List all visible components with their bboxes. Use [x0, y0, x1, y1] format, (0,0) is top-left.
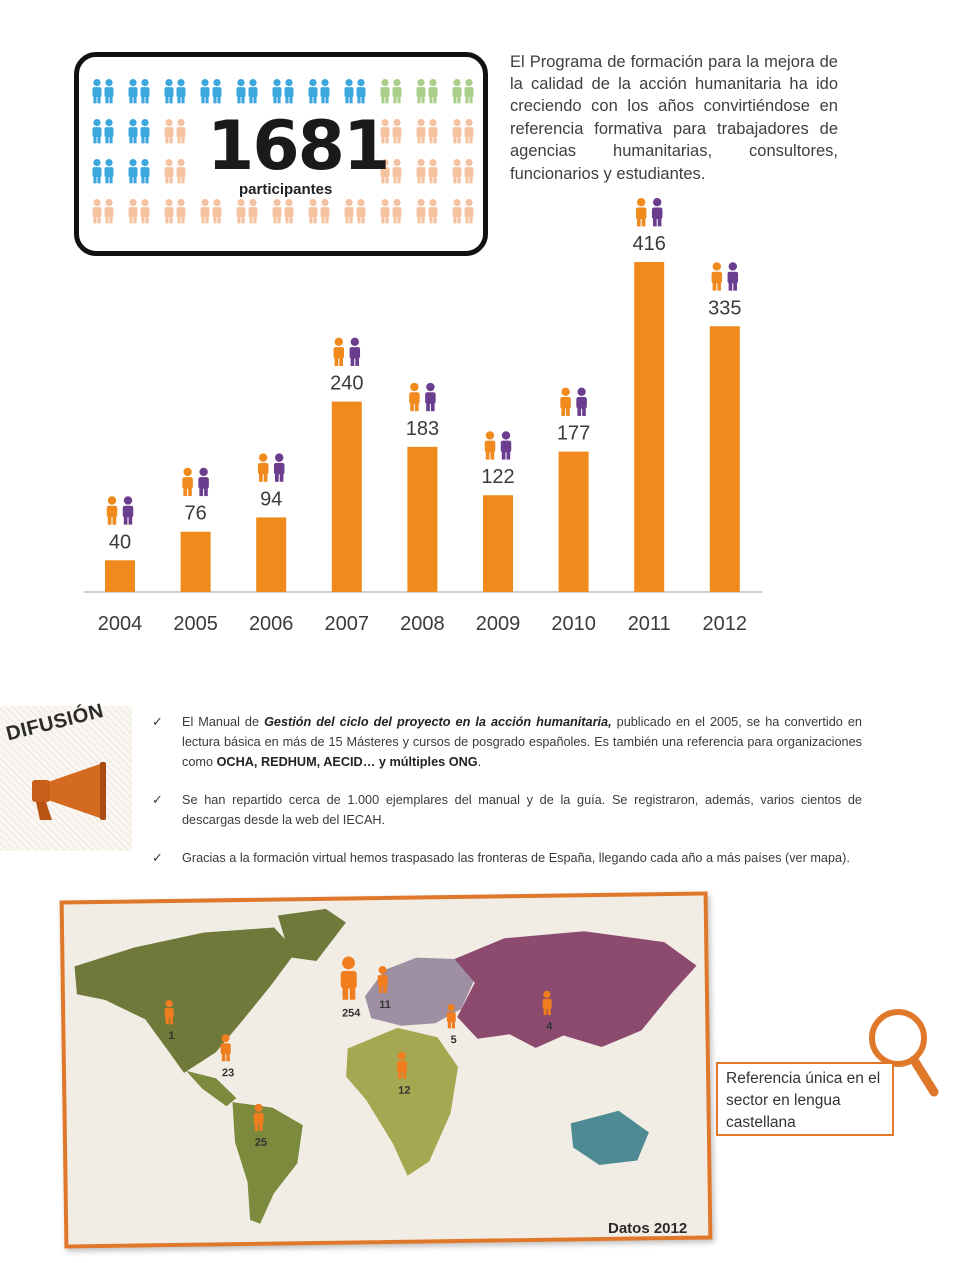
intro-paragraph: El Programa de formación para la mejora de la calidad de la acción humanitaria ha ido creciendo con los años convirtiéndose en referencia formativa para trabajadores de agencias humanitarias, consultores, funcionarios y estudiantes.: [510, 52, 838, 183]
person-icon: [453, 79, 462, 103]
world-map-drawing: [64, 896, 709, 1245]
man-icon: [182, 468, 193, 496]
person-icon: [285, 79, 294, 103]
map-marker-label: 1: [168, 1029, 175, 1043]
map-marker-label: 23: [221, 1067, 235, 1080]
bullet-manual: ✓ El Manual de Gestión del ciclo del proyecto en la acción humanitaria, publicado en el 2005, se ha convertido en lectura básica en más de 15 Másteres y cursos de posgrado españoles. Es también una referencia para organizaciones como OCHA, REDHUM, AECID… y múltiples ONG.: [152, 714, 862, 769]
value-label-2007: 240: [330, 372, 364, 395]
man-icon: [712, 262, 723, 290]
person-icon: [237, 79, 246, 103]
map-marker-label: 12: [398, 1084, 411, 1097]
bar-2012: [710, 326, 740, 592]
bar-2010: [559, 452, 589, 592]
bar-2004: [105, 560, 135, 592]
person-icon: [213, 79, 222, 103]
check-icon: ✓: [152, 792, 163, 807]
map-marker-icon: [447, 1004, 456, 1028]
person-icon: [201, 79, 210, 103]
map-marker-label: 5: [450, 1034, 457, 1047]
map-caption: Datos 2012: [608, 1220, 688, 1237]
map-marker-label: 4: [546, 1020, 553, 1033]
map-marker-icon: [220, 1034, 230, 1061]
person-icon: [273, 79, 282, 103]
map-marker-label: 254: [341, 1007, 361, 1020]
value-label-2009: 122: [481, 466, 515, 489]
man-icon: [636, 198, 647, 226]
person-icon: [165, 79, 174, 103]
person-icon: [249, 79, 258, 103]
woman-icon: [728, 262, 739, 290]
person-icon: [417, 119, 426, 143]
map-marker-label: 25: [254, 1136, 268, 1149]
person-icon: [165, 119, 174, 143]
bar-2008: [407, 447, 437, 592]
value-label-2006: 94: [260, 488, 283, 511]
person-icon: [465, 79, 474, 103]
person-icon: [309, 79, 318, 103]
x-tick-2012: 2012: [702, 613, 748, 635]
x-tick-2010: 2010: [551, 613, 596, 635]
participants-bar-chart: [70, 180, 790, 650]
woman-icon: [350, 338, 361, 366]
region-asia: [454, 930, 698, 1049]
bar-2009: [483, 495, 513, 592]
region-south-america: [232, 1101, 304, 1224]
bullet-virtual: ✓ Gracias a la formación virtual hemos traspasado las fronteras de España, llegando cada año a más países (ver mapa).: [152, 848, 862, 868]
person-icon: [177, 119, 186, 143]
person-icon: [381, 79, 390, 103]
world-map: [60, 891, 713, 1248]
x-tick-2004: 2004: [97, 613, 143, 635]
bullet-copies: ✓ Se han repartido cerca de 1.000 ejemplares del manual y de la guía. Se registraron, además, varios cientos de descargas desde la web del IECAH.: [152, 792, 862, 827]
bar-2011: [634, 262, 664, 592]
person-icon: [465, 119, 474, 143]
x-tick-2007: 2007: [324, 613, 370, 635]
person-icon: [105, 119, 114, 143]
person-icon: [357, 79, 366, 103]
bar-2006: [256, 517, 286, 592]
woman-icon: [123, 496, 134, 524]
man-icon: [107, 496, 118, 524]
person-icon: [129, 119, 138, 143]
person-icon: [453, 119, 462, 143]
person-icon: [141, 79, 150, 103]
region-north-america: [74, 927, 298, 1074]
person-icon: [141, 119, 150, 143]
person-icon: [93, 79, 102, 103]
person-icon: [93, 119, 102, 143]
woman-icon: [501, 431, 512, 459]
bar-2007: [332, 402, 362, 592]
map-marker-icon: [340, 956, 357, 999]
difusion-bullet-list: [152, 712, 862, 886]
person-icon: [429, 119, 438, 143]
value-label-2008: 183: [405, 417, 440, 440]
callout-box: Referencia única en el sector en lengua castellana: [716, 1062, 894, 1136]
x-tick-2006: 2006: [248, 613, 294, 635]
person-icon: [429, 79, 438, 103]
person-icon: [393, 79, 402, 103]
participants-label: participantes: [239, 181, 333, 198]
x-tick-2008: 2008: [400, 613, 445, 635]
value-label-2011: 416: [632, 233, 666, 255]
region-oceania: [571, 1110, 650, 1165]
man-icon: [258, 453, 269, 481]
check-icon: ✓: [152, 850, 163, 865]
person-icon: [345, 79, 354, 103]
megaphone-icon: [18, 760, 110, 824]
value-label-2010: 177: [556, 422, 591, 445]
total-participants: 1681: [207, 107, 389, 186]
difusion-title: DIFUSIÓN: [4, 699, 106, 746]
person-icon: [105, 79, 114, 103]
map-marker-label: 11: [379, 998, 391, 1012]
woman-icon: [425, 383, 436, 411]
man-icon: [560, 388, 571, 416]
value-label-2012: 335: [708, 297, 742, 320]
x-tick-2011: 2011: [627, 613, 671, 635]
woman-icon: [274, 453, 285, 481]
person-icon: [417, 79, 426, 103]
value-label-2005: 76: [184, 502, 207, 525]
difusion-badge: [0, 699, 132, 851]
x-tick-2005: 2005: [173, 613, 218, 635]
person-icon: [393, 119, 402, 143]
person-icon: [321, 79, 330, 103]
woman-icon: [576, 388, 587, 416]
person-icon: [129, 79, 138, 103]
bar-2005: [181, 532, 211, 592]
check-icon: ✓: [152, 714, 163, 729]
man-icon: [409, 383, 420, 411]
man-icon: [334, 338, 345, 366]
woman-icon: [198, 468, 209, 496]
region-africa: [345, 1027, 459, 1177]
woman-icon: [652, 198, 663, 226]
man-icon: [485, 431, 496, 459]
value-label-2004: 40: [108, 531, 132, 554]
x-tick-2009: 2009: [475, 613, 521, 635]
person-icon: [177, 79, 186, 103]
